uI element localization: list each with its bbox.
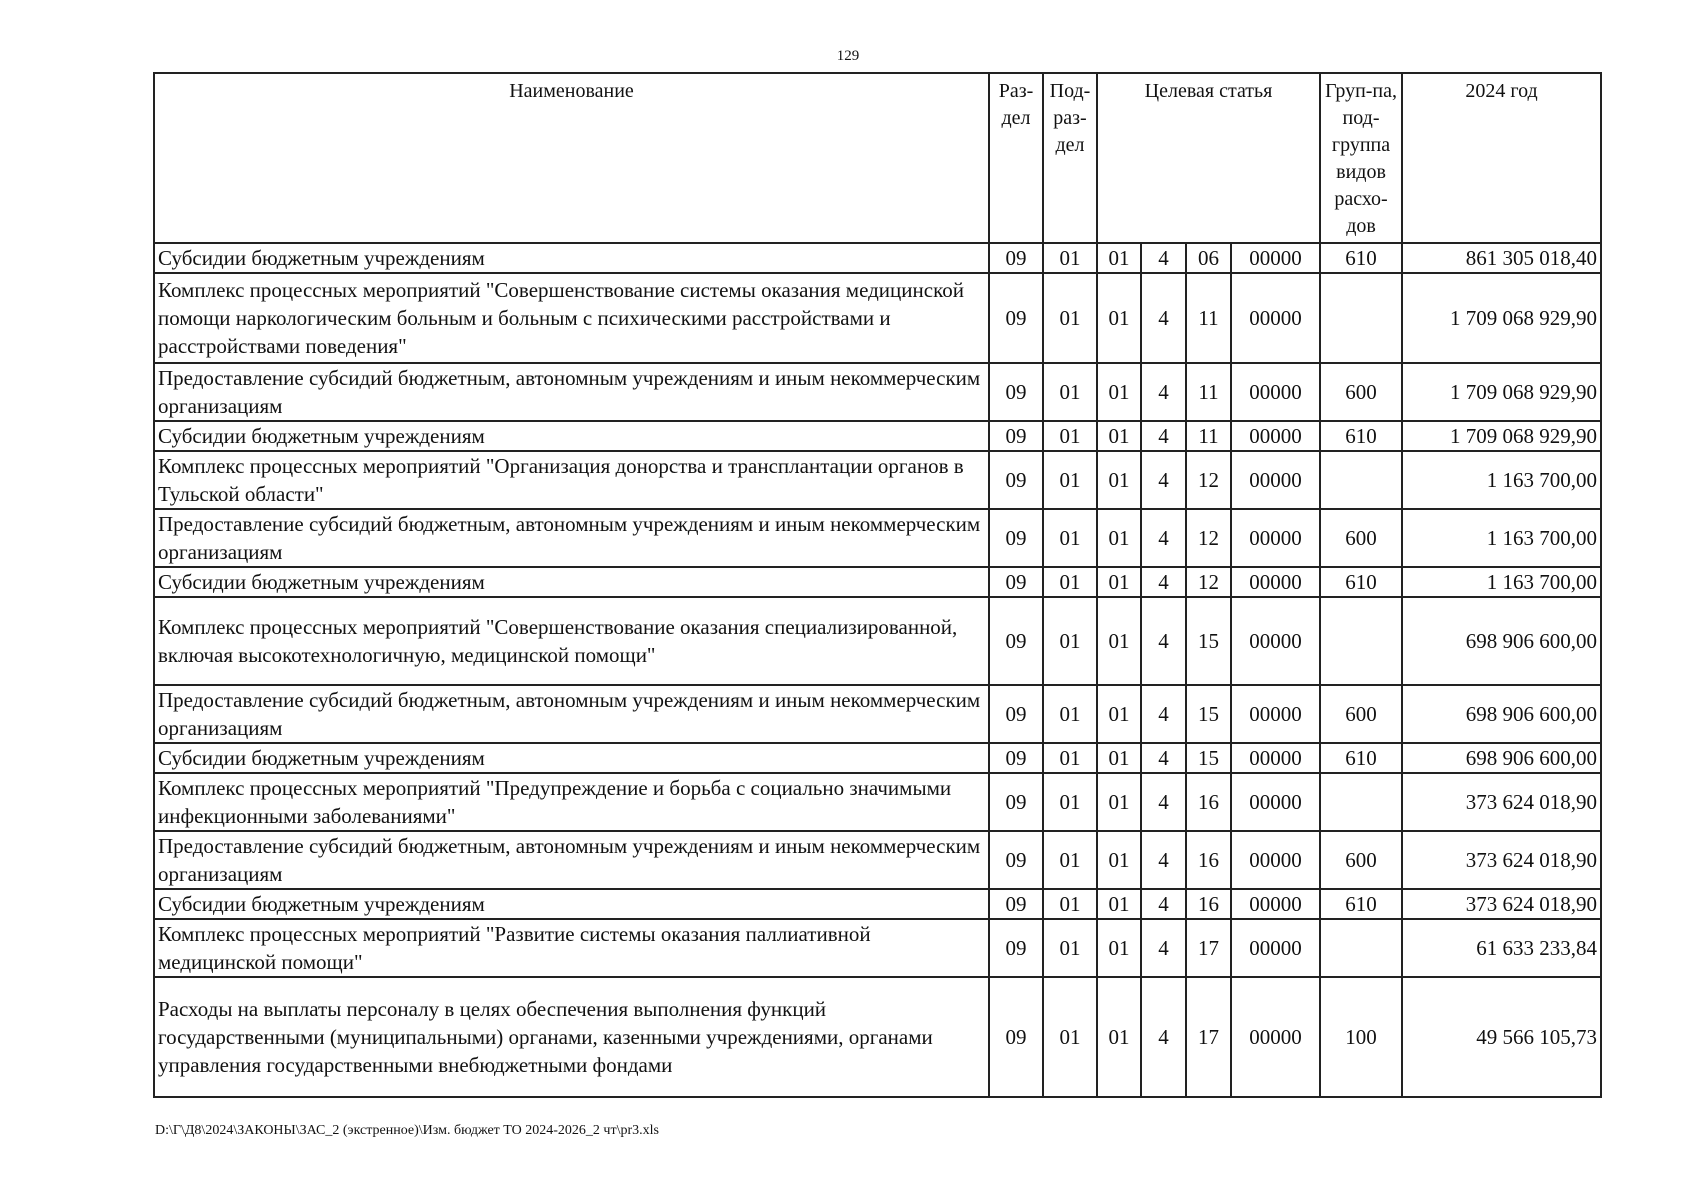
row-amount: 1 163 700,00	[1402, 567, 1601, 597]
row-expense-group	[1320, 773, 1402, 831]
row-target-direction: 00000	[1231, 363, 1320, 421]
row-target-direction: 00000	[1231, 831, 1320, 889]
row-target-program: 01	[1097, 363, 1141, 421]
row-name: Комплекс процессных мероприятий "Предупреждение и борьба с социально значимыми инфекционными заболеваниями"	[154, 773, 989, 831]
row-podrazdel: 01	[1043, 889, 1097, 919]
row-target-direction: 00000	[1231, 889, 1320, 919]
row-target-type: 4	[1141, 889, 1186, 919]
row-target-type: 4	[1141, 831, 1186, 889]
table-row	[154, 243, 1601, 273]
table-row	[154, 421, 1601, 451]
row-name: Субсидии бюджетным учреждениям	[154, 889, 989, 919]
table-row	[154, 889, 1601, 919]
row-podrazdel: 01	[1043, 685, 1097, 743]
row-podrazdel: 01	[1043, 451, 1097, 509]
table-row	[154, 509, 1601, 567]
table-row	[154, 773, 1601, 831]
row-expense-group	[1320, 597, 1402, 685]
row-podrazdel: 01	[1043, 977, 1097, 1097]
row-target-direction: 00000	[1231, 743, 1320, 773]
row-target-program: 01	[1097, 743, 1141, 773]
row-amount: 373 624 018,90	[1402, 889, 1601, 919]
row-name: Субсидии бюджетным учреждениям	[154, 567, 989, 597]
row-target-direction: 00000	[1231, 597, 1320, 685]
row-podrazdel: 01	[1043, 919, 1097, 977]
row-razdel: 09	[989, 451, 1043, 509]
row-expense-group: 610	[1320, 567, 1402, 597]
row-target-type: 4	[1141, 509, 1186, 567]
row-podrazdel: 01	[1043, 243, 1097, 273]
row-amount: 698 906 600,00	[1402, 685, 1601, 743]
row-name: Субсидии бюджетным учреждениям	[154, 421, 989, 451]
row-expense-group: 600	[1320, 831, 1402, 889]
row-podrazdel: 01	[1043, 363, 1097, 421]
table-row	[154, 363, 1601, 421]
header-podrazdel: Под-раз-дел	[1043, 73, 1097, 243]
row-razdel: 09	[989, 889, 1043, 919]
row-razdel: 09	[989, 743, 1043, 773]
row-target-direction: 00000	[1231, 977, 1320, 1097]
table-row	[154, 451, 1601, 509]
row-target-type: 4	[1141, 977, 1186, 1097]
row-target-program: 01	[1097, 977, 1141, 1097]
table-row	[154, 743, 1601, 773]
row-razdel: 09	[989, 977, 1043, 1097]
row-target-program: 01	[1097, 273, 1141, 363]
row-expense-group	[1320, 451, 1402, 509]
row-razdel: 09	[989, 509, 1043, 567]
row-target-program: 01	[1097, 685, 1141, 743]
row-target-subprogram: 06	[1186, 243, 1231, 273]
row-target-direction: 00000	[1231, 451, 1320, 509]
row-target-type: 4	[1141, 567, 1186, 597]
row-expense-group: 610	[1320, 889, 1402, 919]
row-target-program: 01	[1097, 509, 1141, 567]
row-target-subprogram: 12	[1186, 451, 1231, 509]
row-target-subprogram: 11	[1186, 421, 1231, 451]
row-target-subprogram: 15	[1186, 685, 1231, 743]
row-expense-group	[1320, 919, 1402, 977]
row-amount: 1 163 700,00	[1402, 451, 1601, 509]
row-name: Расходы на выплаты персоналу в целях обеспечения выполнения функций государственными (муниципальными) органами, казенными учреждениями, органами управления государственными внебюджетными фондами	[154, 977, 989, 1097]
table-row	[154, 685, 1601, 743]
row-target-subprogram: 15	[1186, 743, 1231, 773]
row-name: Комплекс процессных мероприятий "Развитие системы оказания паллиативной медицинской помощи"	[154, 919, 989, 977]
row-target-direction: 00000	[1231, 421, 1320, 451]
row-target-direction: 00000	[1231, 685, 1320, 743]
row-target-type: 4	[1141, 919, 1186, 977]
page-number: 129	[836, 48, 860, 64]
row-target-subprogram: 16	[1186, 773, 1231, 831]
row-target-subprogram: 17	[1186, 977, 1231, 1097]
row-amount: 1 709 068 929,90	[1402, 421, 1601, 451]
row-target-program: 01	[1097, 831, 1141, 889]
row-amount: 698 906 600,00	[1402, 743, 1601, 773]
row-razdel: 09	[989, 685, 1043, 743]
row-target-type: 4	[1141, 685, 1186, 743]
row-expense-group: 600	[1320, 509, 1402, 567]
row-target-program: 01	[1097, 773, 1141, 831]
file-path-footer: D:\Г\Д8\2024\ЗАКОНЫ\ЗАС_2 (экстренное)\Изм. бюджет ТО 2024-2026_2 чт\pr3.xls	[155, 1123, 659, 1138]
header-name: Наименование	[154, 73, 989, 243]
row-target-program: 01	[1097, 567, 1141, 597]
row-razdel: 09	[989, 421, 1043, 451]
row-target-subprogram: 11	[1186, 363, 1231, 421]
row-amount: 373 624 018,90	[1402, 831, 1601, 889]
row-expense-group: 610	[1320, 421, 1402, 451]
row-target-direction: 00000	[1231, 509, 1320, 567]
row-name: Предоставление субсидий бюджетным, автономным учреждениям и иным некоммерческим организациям	[154, 685, 989, 743]
row-amount: 1 709 068 929,90	[1402, 363, 1601, 421]
row-target-type: 4	[1141, 451, 1186, 509]
row-amount: 1 163 700,00	[1402, 509, 1601, 567]
header-target-article: Целевая статья	[1097, 73, 1320, 243]
budget-table	[153, 72, 1602, 1098]
row-amount: 373 624 018,90	[1402, 773, 1601, 831]
row-expense-group	[1320, 273, 1402, 363]
row-target-type: 4	[1141, 243, 1186, 273]
row-target-direction: 00000	[1231, 773, 1320, 831]
row-razdel: 09	[989, 919, 1043, 977]
row-target-direction: 00000	[1231, 273, 1320, 363]
row-podrazdel: 01	[1043, 773, 1097, 831]
row-name: Комплекс процессных мероприятий "Совершенствование оказания специализированной, включая высокотехнологичную, медицинской помощи"	[154, 597, 989, 685]
header-razdel: Раз-дел	[989, 73, 1043, 243]
table-row	[154, 919, 1601, 977]
row-target-program: 01	[1097, 919, 1141, 977]
row-amount: 1 709 068 929,90	[1402, 273, 1601, 363]
row-razdel: 09	[989, 773, 1043, 831]
row-target-direction: 00000	[1231, 243, 1320, 273]
row-amount: 61 633 233,84	[1402, 919, 1601, 977]
row-amount: 49 566 105,73	[1402, 977, 1601, 1097]
row-podrazdel: 01	[1043, 597, 1097, 685]
row-target-program: 01	[1097, 889, 1141, 919]
row-target-type: 4	[1141, 597, 1186, 685]
table-row	[154, 977, 1601, 1097]
row-name: Комплекс процессных мероприятий "Совершенствование системы оказания медицинской помощи наркологическим больным и больным с психическими расстройствами и расстройствами поведения"	[154, 273, 989, 363]
row-razdel: 09	[989, 567, 1043, 597]
table-header-row	[154, 73, 1601, 243]
row-target-program: 01	[1097, 243, 1141, 273]
row-expense-group: 600	[1320, 363, 1402, 421]
row-razdel: 09	[989, 831, 1043, 889]
row-target-subprogram: 16	[1186, 889, 1231, 919]
row-target-program: 01	[1097, 451, 1141, 509]
row-expense-group: 600	[1320, 685, 1402, 743]
header-year: 2024 год	[1402, 73, 1601, 243]
table-row	[154, 831, 1601, 889]
row-podrazdel: 01	[1043, 509, 1097, 567]
table-row	[154, 567, 1601, 597]
row-expense-group: 100	[1320, 977, 1402, 1097]
header-expense-group: Груп-па, под-группа видов расхо-дов	[1320, 73, 1402, 243]
row-name: Комплекс процессных мероприятий "Организация донорства и трансплантации органов в Тульской области"	[154, 451, 989, 509]
row-name: Предоставление субсидий бюджетным, автономным учреждениям и иным некоммерческим организациям	[154, 509, 989, 567]
row-name: Предоставление субсидий бюджетным, автономным учреждениям и иным некоммерческим организациям	[154, 831, 989, 889]
row-razdel: 09	[989, 363, 1043, 421]
row-target-program: 01	[1097, 421, 1141, 451]
row-target-subprogram: 16	[1186, 831, 1231, 889]
row-podrazdel: 01	[1043, 831, 1097, 889]
row-target-type: 4	[1141, 363, 1186, 421]
row-podrazdel: 01	[1043, 421, 1097, 451]
row-target-subprogram: 12	[1186, 509, 1231, 567]
row-target-type: 4	[1141, 421, 1186, 451]
row-target-direction: 00000	[1231, 567, 1320, 597]
row-name: Субсидии бюджетным учреждениям	[154, 243, 989, 273]
row-amount: 861 305 018,40	[1402, 243, 1601, 273]
row-podrazdel: 01	[1043, 743, 1097, 773]
table-row	[154, 273, 1601, 363]
row-target-program: 01	[1097, 597, 1141, 685]
row-target-type: 4	[1141, 273, 1186, 363]
row-target-subprogram: 15	[1186, 597, 1231, 685]
row-target-direction: 00000	[1231, 919, 1320, 977]
row-amount: 698 906 600,00	[1402, 597, 1601, 685]
row-podrazdel: 01	[1043, 567, 1097, 597]
row-target-subprogram: 17	[1186, 919, 1231, 977]
row-razdel: 09	[989, 597, 1043, 685]
row-name: Субсидии бюджетным учреждениям	[154, 743, 989, 773]
row-razdel: 09	[989, 243, 1043, 273]
row-target-type: 4	[1141, 773, 1186, 831]
table-row	[154, 597, 1601, 685]
row-target-type: 4	[1141, 743, 1186, 773]
row-target-subprogram: 11	[1186, 273, 1231, 363]
row-razdel: 09	[989, 273, 1043, 363]
row-podrazdel: 01	[1043, 273, 1097, 363]
row-name: Предоставление субсидий бюджетным, автономным учреждениям и иным некоммерческим организациям	[154, 363, 989, 421]
row-target-subprogram: 12	[1186, 567, 1231, 597]
row-expense-group: 610	[1320, 743, 1402, 773]
row-expense-group: 610	[1320, 243, 1402, 273]
